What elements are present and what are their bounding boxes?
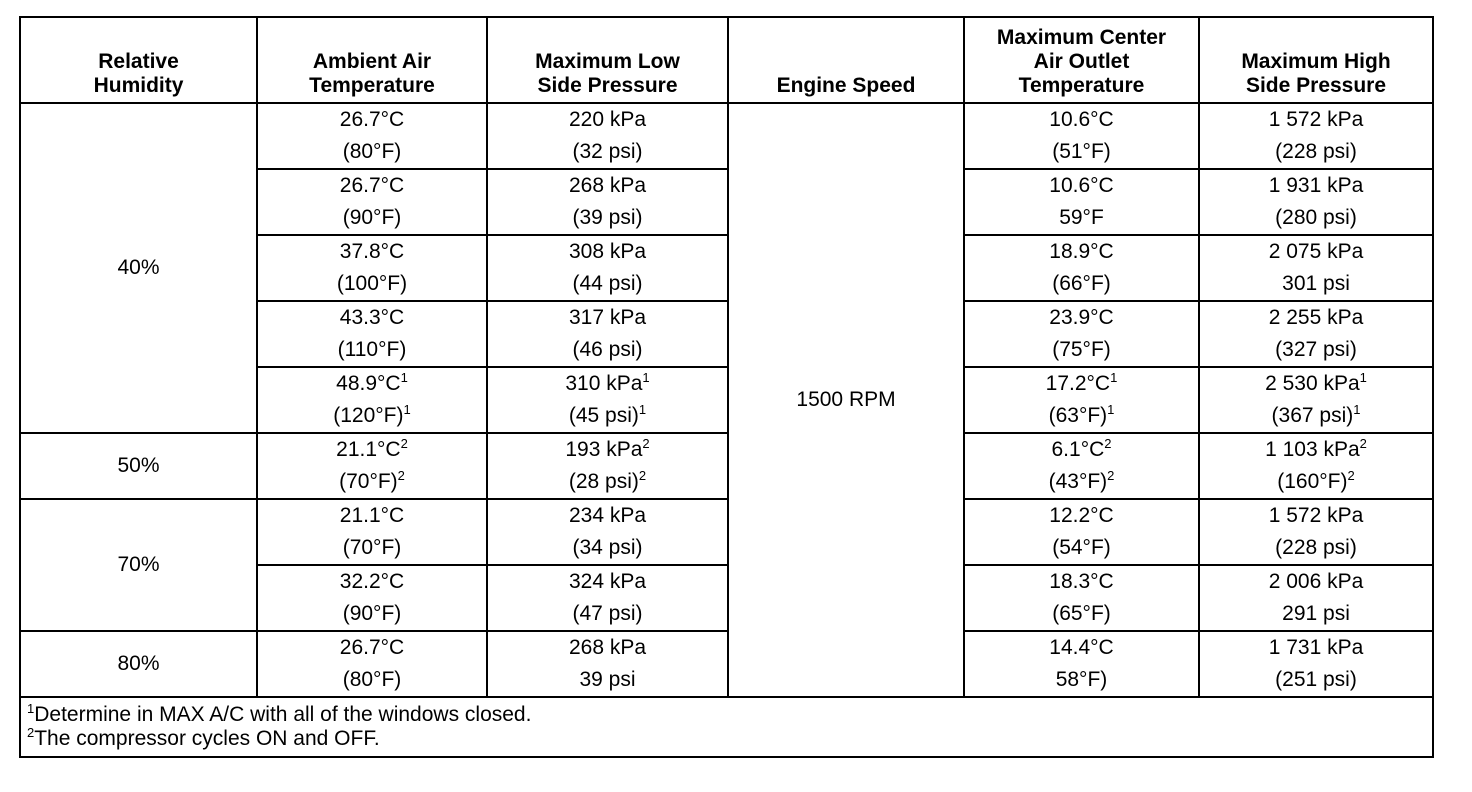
- low-side-pressure-cell-line: [488, 368, 727, 400]
- ambient-temperature-cell-value: (80°F): [342, 140, 402, 163]
- low-side-pressure-cell: [487, 169, 728, 235]
- table-row: [20, 103, 1433, 169]
- low-side-pressure-cell-value: 308 kPa: [568, 240, 647, 263]
- outlet-temperature-cell-value: 10.6°C: [1049, 108, 1114, 131]
- high-side-pressure-cell-line: [1200, 466, 1432, 498]
- ambient-temperature-cell-line: [258, 170, 486, 202]
- high-side-pressure-cell-value: 1 731 kPa: [1268, 636, 1364, 659]
- low-side-pressure-cell-value: (34 psi): [572, 536, 643, 559]
- header-line: Temperature: [309, 74, 435, 97]
- low-side-pressure-cell-value: 268 kPa: [568, 636, 647, 659]
- footnote-reference: 2: [400, 436, 408, 451]
- ac-performance-table: [19, 16, 1434, 758]
- ambient-temperature-cell-value: 26.7°C: [339, 108, 405, 131]
- high-side-pressure-cell-line: [1200, 368, 1432, 400]
- low-side-pressure-cell-line: [488, 466, 727, 498]
- low-side-pressure-cell-line: [488, 334, 727, 366]
- ambient-temperature-cell: [257, 499, 487, 565]
- outlet-temperature-cell-line: [965, 136, 1198, 168]
- high-side-pressure-cell-value: 2 006 kPa: [1268, 570, 1364, 593]
- ambient-temperature-cell-line: [258, 466, 486, 498]
- low-side-pressure-cell: [487, 103, 728, 169]
- low-side-pressure-cell: [487, 565, 728, 631]
- outlet-temperature-cell-line: [965, 334, 1198, 366]
- header-line: Humidity: [93, 74, 184, 97]
- footnote-reference: 2: [1347, 468, 1355, 483]
- header-relative-humidity: [20, 17, 257, 103]
- header-line: Air Outlet: [1033, 50, 1130, 73]
- low-side-pressure-cell-value: (39 psi): [572, 206, 643, 229]
- low-side-pressure-cell-value: 317 kPa: [568, 306, 647, 329]
- ambient-temperature-cell-value: (120°F): [333, 404, 404, 427]
- high-side-pressure-cell-line: [1200, 664, 1432, 696]
- ambient-temperature-cell-line: [258, 202, 486, 234]
- low-side-pressure-cell: [487, 367, 728, 433]
- footnote-text: The compressor cycles ON and OFF.: [34, 727, 380, 750]
- high-side-pressure-cell-line: [1200, 500, 1432, 532]
- outlet-temperature-cell-line: [965, 632, 1198, 664]
- outlet-temperature-cell-line: [965, 104, 1198, 136]
- humidity-cell: 80%: [20, 631, 257, 697]
- low-side-pressure-cell-value: 234 kPa: [568, 504, 647, 527]
- low-side-pressure-cell-line: [488, 598, 727, 630]
- outlet-temperature-cell-line: [965, 598, 1198, 630]
- ambient-temperature-cell-line: [258, 632, 486, 664]
- outlet-temperature-cell-value: 18.3°C: [1049, 570, 1114, 593]
- high-side-pressure-cell: [1199, 169, 1433, 235]
- outlet-temperature-cell-value: 23.9°C: [1049, 306, 1114, 329]
- low-side-pressure-cell-line: [488, 236, 727, 268]
- outlet-temperature-cell-value: 10.6°C: [1049, 174, 1114, 197]
- low-side-pressure-cell-value: 268 kPa: [568, 174, 647, 197]
- high-side-pressure-cell-value: (228 psi): [1275, 536, 1357, 559]
- ambient-temperature-cell-value: 26.7°C: [339, 174, 405, 197]
- outlet-temperature-cell-value: (75°F): [1052, 338, 1111, 361]
- low-side-pressure-cell-line: [488, 202, 727, 234]
- outlet-temperature-cell-line: [965, 664, 1198, 696]
- header-line: Side Pressure: [537, 74, 678, 97]
- high-side-pressure-cell-line: [1200, 136, 1432, 168]
- footnote-2: [27, 727, 1432, 751]
- table-row: [20, 631, 1433, 697]
- ambient-temperature-cell-line: [258, 268, 486, 300]
- high-side-pressure-cell: [1199, 235, 1433, 301]
- high-side-pressure-cell: [1199, 301, 1433, 367]
- footnote-reference: 1: [1353, 402, 1361, 417]
- high-side-pressure-cell-line: [1200, 532, 1432, 564]
- high-side-pressure-cell: [1199, 631, 1433, 697]
- humidity-cell: 50%: [20, 433, 257, 499]
- ambient-temperature-cell-line: [258, 434, 486, 466]
- low-side-pressure-cell-line: [488, 136, 727, 168]
- low-side-pressure-cell-line: [488, 268, 727, 300]
- outlet-temperature-cell-value: (63°F): [1048, 404, 1108, 427]
- outlet-temperature-cell-line: [965, 202, 1198, 234]
- low-side-pressure-cell-line: [488, 104, 727, 136]
- header-max-center-air-outlet-temperature: [964, 17, 1199, 103]
- low-side-pressure-cell-line: [488, 400, 727, 432]
- footnote-reference: 1: [400, 370, 408, 385]
- outlet-temperature-cell-line: [965, 268, 1198, 300]
- footnote-mark: 2: [27, 725, 35, 740]
- high-side-pressure-cell-line: [1200, 302, 1432, 334]
- ambient-temperature-cell-line: [258, 664, 486, 696]
- footnote-reference: 1: [642, 370, 650, 385]
- low-side-pressure-cell-value: 220 kPa: [568, 108, 647, 131]
- outlet-temperature-cell-value: 6.1°C: [1051, 438, 1105, 461]
- low-side-pressure-cell: [487, 433, 728, 499]
- outlet-temperature-cell-value: 17.2°C: [1045, 372, 1111, 395]
- outlet-temperature-cell: [964, 499, 1199, 565]
- low-side-pressure-cell-line: [488, 434, 727, 466]
- ambient-temperature-cell: [257, 367, 487, 433]
- ambient-temperature-cell: [257, 631, 487, 697]
- high-side-pressure-cell-value: 2 075 kPa: [1268, 240, 1364, 263]
- ambient-temperature-cell-value: (90°F): [342, 602, 402, 625]
- humidity-cell: 40%: [20, 103, 257, 433]
- footnote-reference: 2: [642, 436, 650, 451]
- outlet-temperature-cell-line: [965, 466, 1198, 498]
- outlet-temperature-cell-line: [965, 400, 1198, 432]
- footnote-reference: 1: [1107, 402, 1115, 417]
- humidity-cell: 70%: [20, 499, 257, 631]
- ambient-temperature-cell-value: 48.9°C: [336, 372, 401, 395]
- footnote-text: Determine in MAX A/C with all of the windows closed.: [34, 703, 532, 726]
- high-side-pressure-cell-value: (160°F): [1277, 470, 1348, 493]
- ambient-temperature-cell-value: 32.2°C: [339, 570, 405, 593]
- footnote-mark: 1: [27, 701, 35, 716]
- low-side-pressure-cell-line: [488, 170, 727, 202]
- ambient-temperature-cell-line: [258, 236, 486, 268]
- outlet-temperature-cell-line: [965, 500, 1198, 532]
- outlet-temperature-cell-value: (54°F): [1052, 536, 1111, 559]
- ambient-temperature-cell-value: (90°F): [342, 206, 402, 229]
- ambient-temperature-cell-value: 43.3°C: [339, 306, 405, 329]
- ambient-temperature-cell-line: [258, 302, 486, 334]
- outlet-temperature-cell-line: [965, 566, 1198, 598]
- high-side-pressure-cell-line: [1200, 202, 1432, 234]
- footnote-reference: 2: [1104, 436, 1112, 451]
- high-side-pressure-cell-line: [1200, 566, 1432, 598]
- high-side-pressure-cell-line: [1200, 104, 1432, 136]
- high-side-pressure-cell: [1199, 499, 1433, 565]
- header-line: Maximum High: [1241, 50, 1391, 73]
- ambient-temperature-cell-line: [258, 500, 486, 532]
- low-side-pressure-cell-value: (46 psi): [572, 338, 643, 361]
- ambient-temperature-cell-value: 26.7°C: [339, 636, 405, 659]
- outlet-temperature-cell: [964, 103, 1199, 169]
- low-side-pressure-cell-line: [488, 532, 727, 564]
- low-side-pressure-cell-line: [488, 302, 727, 334]
- outlet-temperature-cell-value: 58°F): [1055, 668, 1108, 691]
- ambient-temperature-cell-line: [258, 400, 486, 432]
- outlet-temperature-cell: [964, 301, 1199, 367]
- footnote-reference: 2: [397, 468, 405, 483]
- high-side-pressure-cell-line: [1200, 598, 1432, 630]
- low-side-pressure-cell-line: [488, 632, 727, 664]
- high-side-pressure-cell-value: (251 psi): [1275, 668, 1357, 691]
- high-side-pressure-cell: [1199, 565, 1433, 631]
- high-side-pressure-cell-value: 2 530 kPa: [1265, 372, 1360, 395]
- low-side-pressure-cell-value: 310 kPa: [565, 372, 643, 395]
- footnote-reference: 1: [403, 402, 411, 417]
- footnote-reference: 2: [1359, 436, 1367, 451]
- ambient-temperature-cell: [257, 103, 487, 169]
- header-line: Temperature: [1018, 74, 1145, 97]
- header-max-high-side-pressure: [1199, 17, 1433, 103]
- header-max-low-side-pressure: [487, 17, 728, 103]
- high-side-pressure-cell-value: (327 psi): [1275, 338, 1357, 361]
- high-side-pressure-cell-value: 1 572 kPa: [1268, 108, 1364, 131]
- footnotes: [20, 697, 1433, 757]
- high-side-pressure-cell-value: 1 103 kPa: [1265, 438, 1360, 461]
- header-engine-speed: [728, 17, 964, 103]
- low-side-pressure-cell-line: [488, 500, 727, 532]
- outlet-temperature-cell-value: (66°F): [1052, 272, 1111, 295]
- low-side-pressure-cell-value: (44 psi): [572, 272, 643, 295]
- high-side-pressure-cell-line: [1200, 268, 1432, 300]
- footnote-reference: 1: [1110, 370, 1118, 385]
- outlet-temperature-cell: [964, 169, 1199, 235]
- high-side-pressure-cell-value: (280 psi): [1275, 206, 1357, 229]
- table-row: [20, 499, 1433, 565]
- ambient-temperature-cell-line: [258, 368, 486, 400]
- footnote-reference: 1: [1359, 370, 1367, 385]
- outlet-temperature-cell: [964, 631, 1199, 697]
- ambient-temperature-cell: [257, 235, 487, 301]
- low-side-pressure-cell: [487, 301, 728, 367]
- high-side-pressure-cell-value: 291 psi: [1282, 602, 1350, 625]
- ambient-temperature-cell-value: (80°F): [342, 668, 402, 691]
- high-side-pressure-cell-value: 301 psi: [1282, 272, 1350, 295]
- high-side-pressure-cell: [1199, 433, 1433, 499]
- notes-row: [20, 697, 1433, 757]
- low-side-pressure-cell-line: [488, 566, 727, 598]
- ambient-temperature-cell-line: [258, 334, 486, 366]
- ambient-temperature-cell-line: [258, 532, 486, 564]
- outlet-temperature-cell-line: [965, 302, 1198, 334]
- header-line: Side Pressure: [1245, 74, 1387, 97]
- outlet-temperature-cell-value: 12.2°C: [1049, 504, 1114, 527]
- high-side-pressure-cell-line: [1200, 632, 1432, 664]
- high-side-pressure-cell-value: 2 255 kPa: [1268, 306, 1364, 329]
- low-side-pressure-cell-line: [488, 664, 727, 696]
- engine-speed-cell: 1500 RPM: [728, 103, 964, 697]
- low-side-pressure-cell-value: (32 psi): [572, 140, 643, 163]
- ambient-temperature-cell-line: [258, 566, 486, 598]
- low-side-pressure-cell: [487, 631, 728, 697]
- outlet-temperature-cell: [964, 367, 1199, 433]
- outlet-temperature-cell-line: [965, 170, 1198, 202]
- high-side-pressure-cell-line: [1200, 434, 1432, 466]
- high-side-pressure-cell-line: [1200, 170, 1432, 202]
- header-row: [20, 17, 1433, 103]
- low-side-pressure-cell-value: (28 psi): [568, 470, 639, 493]
- outlet-temperature-cell-value: (51°F): [1052, 140, 1111, 163]
- ambient-temperature-cell-line: [258, 136, 486, 168]
- high-side-pressure-cell-value: (367 psi): [1271, 404, 1354, 427]
- ambient-temperature-cell-value: (70°F): [339, 470, 398, 493]
- high-side-pressure-cell-value: 1 931 kPa: [1268, 174, 1364, 197]
- table-body: [20, 103, 1433, 697]
- outlet-temperature-cell-line: [965, 368, 1198, 400]
- outlet-temperature-cell-value: 18.9°C: [1049, 240, 1114, 263]
- header-line: Ambient Air: [312, 50, 432, 73]
- outlet-temperature-cell-value: 59°F: [1059, 206, 1104, 229]
- high-side-pressure-cell-line: [1200, 334, 1432, 366]
- ambient-temperature-cell: [257, 301, 487, 367]
- ambient-temperature-cell-line: [258, 598, 486, 630]
- outlet-temperature-cell: [964, 433, 1199, 499]
- ambient-temperature-cell: [257, 169, 487, 235]
- table-row: [20, 433, 1433, 499]
- ambient-temperature-cell-value: (70°F): [342, 536, 402, 559]
- ambient-temperature-cell-value: 21.1°C: [339, 504, 405, 527]
- ambient-temperature-cell-line: [258, 104, 486, 136]
- ambient-temperature-cell-value: (100°F): [336, 272, 408, 295]
- outlet-temperature-cell-line: [965, 434, 1198, 466]
- header-line: Maximum Low: [535, 50, 680, 73]
- outlet-temperature-cell-line: [965, 236, 1198, 268]
- outlet-temperature-cell-value: (43°F): [1048, 470, 1108, 493]
- footnote-reference: 1: [638, 402, 647, 417]
- high-side-pressure-cell: [1199, 367, 1433, 433]
- low-side-pressure-cell-value: (45 psi): [568, 404, 639, 427]
- high-side-pressure-cell: [1199, 103, 1433, 169]
- high-side-pressure-cell-value: 1 572 kPa: [1268, 504, 1364, 527]
- high-side-pressure-cell-value: (228 psi): [1275, 140, 1357, 163]
- spec-table-container: [19, 16, 1432, 774]
- header-line: Maximum Center: [996, 26, 1167, 49]
- outlet-temperature-cell-value: (65°F): [1052, 602, 1111, 625]
- ambient-temperature-cell-value: 21.1°C: [336, 438, 401, 461]
- outlet-temperature-cell-line: [965, 532, 1198, 564]
- outlet-temperature-cell: [964, 565, 1199, 631]
- low-side-pressure-cell-value: (47 psi): [572, 602, 643, 625]
- footnote-1: [27, 703, 1432, 727]
- outlet-temperature-cell: [964, 235, 1199, 301]
- low-side-pressure-cell-value: 39 psi: [579, 668, 636, 691]
- footnote-reference: 2: [638, 468, 647, 483]
- ambient-temperature-cell: [257, 433, 487, 499]
- low-side-pressure-cell-value: 193 kPa: [565, 438, 643, 461]
- header-line: Engine Speed: [776, 74, 916, 97]
- low-side-pressure-cell-value: 324 kPa: [568, 570, 647, 593]
- ambient-temperature-cell-value: 37.8°C: [339, 240, 405, 263]
- low-side-pressure-cell: [487, 499, 728, 565]
- footnote-reference: 2: [1107, 468, 1115, 483]
- header-ambient-air-temperature: [257, 17, 487, 103]
- high-side-pressure-cell-line: [1200, 236, 1432, 268]
- ambient-temperature-cell: [257, 565, 487, 631]
- outlet-temperature-cell-value: 14.4°C: [1049, 636, 1114, 659]
- low-side-pressure-cell: [487, 235, 728, 301]
- high-side-pressure-cell-line: [1200, 400, 1432, 432]
- ambient-temperature-cell-value: (110°F): [337, 338, 407, 361]
- header-line: Relative: [98, 50, 179, 73]
